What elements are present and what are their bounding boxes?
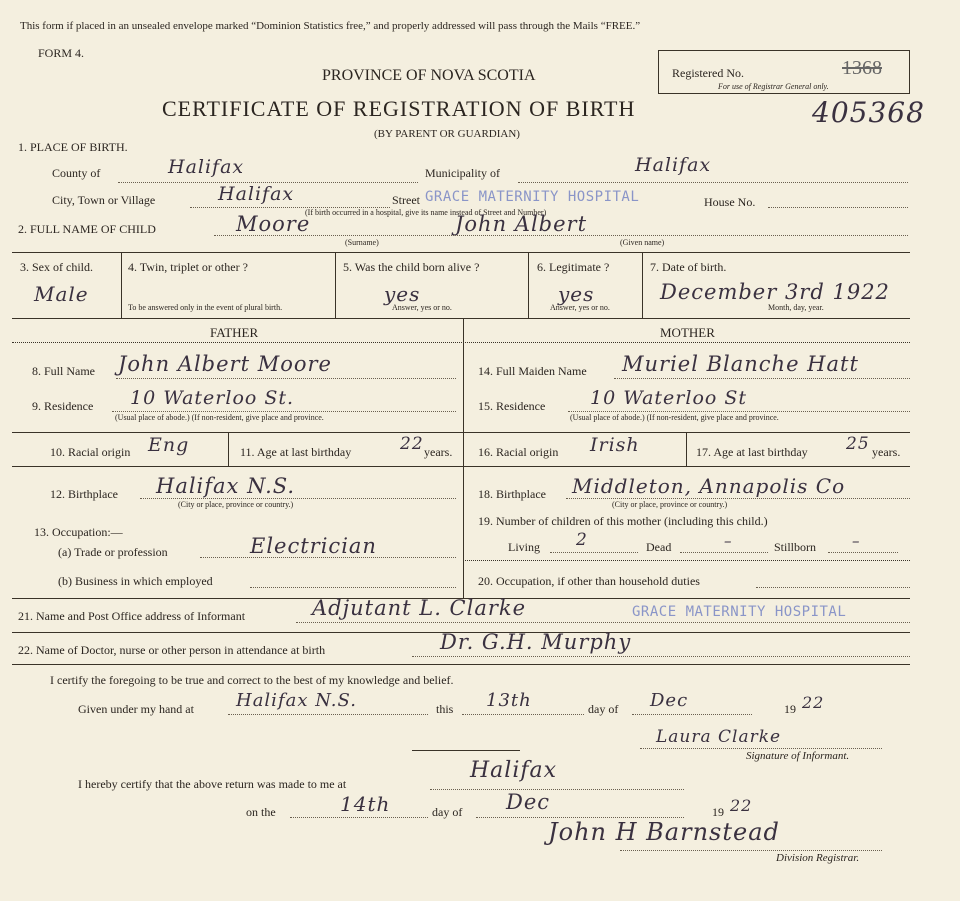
child-surname: Moore (236, 212, 311, 236)
father-residence-value: 10 Waterloo St. (130, 387, 295, 409)
living-value: 2 (576, 530, 588, 550)
father-birthplace-value: Halifax N.S. (156, 474, 296, 498)
given-year-value: 22 (802, 693, 825, 712)
living-line (550, 552, 638, 553)
given-day-of-label: day of (588, 702, 619, 716)
father-row10-divider (228, 432, 229, 466)
registrar-day-value: 14th (340, 792, 391, 816)
doctor-label: 22. Name of Doctor, nurse or other person in attendance at birth (18, 643, 326, 657)
place-of-birth-heading: 1. PLACE OF BIRTH. (18, 140, 128, 154)
mother-occupation-label: 20. Occupation, if other than household duties (478, 574, 700, 588)
business-label: (b) Business in which employed (58, 574, 213, 588)
occupation-label: 13. Occupation:— (34, 525, 123, 539)
informant-signature-caption: Signature of Informant. (746, 750, 850, 762)
mother-residence-line (568, 411, 910, 412)
given-place-line (228, 714, 428, 715)
registrar-signature: John H Barnstead (548, 818, 780, 846)
trade-value: Electrician (250, 534, 377, 558)
street-label: Street (392, 193, 420, 207)
dead-label: Dead (646, 540, 672, 554)
row3-divider-2 (335, 252, 336, 318)
registrar-place-value: Halifax (470, 758, 558, 783)
row3-top-border (12, 252, 910, 253)
father-residence-line (112, 411, 456, 412)
municipality-label: Municipality of (425, 166, 500, 180)
doctor-bottom-border (12, 664, 910, 665)
mother-birthplace-line (566, 498, 910, 499)
registered-number: 1368 (842, 57, 882, 79)
county-label: County of (52, 166, 101, 180)
twin-note: To be answered only in the event of plural birth. (128, 303, 283, 312)
city-value: Halifax (218, 183, 295, 205)
dob-label: 7. Date of birth. (650, 260, 727, 274)
informant-label: 21. Name and Post Office address of Informant (18, 609, 246, 623)
mother-residence-note: (Usual place of abode.) (If non-resident, give place and province. (570, 413, 779, 422)
informant-line (296, 622, 910, 623)
municipality-line (518, 182, 908, 183)
given-day-line (462, 714, 584, 715)
mother-birthplace-label: 18. Birthplace (478, 487, 546, 501)
legit-label: 6. Legitimate ? (537, 260, 610, 274)
children-label: 19. Number of children of this mother (including this child.) (478, 514, 768, 528)
mother-row16-bottom (463, 466, 910, 467)
dead-value: – (724, 532, 733, 550)
stillborn-line (828, 552, 898, 553)
legit-note: Answer, yes or no. (550, 303, 610, 312)
business-line (250, 587, 456, 588)
mother-row16-divider (686, 432, 687, 466)
father-residence-label: 9. Residence (32, 399, 94, 413)
mother-name-label: 14. Full Maiden Name (478, 364, 587, 378)
registrar-year-value: 22 (730, 796, 753, 815)
doctor-line (412, 656, 910, 657)
given-day-value: 13th (486, 690, 532, 711)
hospital-stamp: GRACE MATERNITY HOSPITAL (425, 189, 640, 205)
certify-statement: I certify the foregoing to be true and correct to the best of my knowledge and belief. (50, 673, 454, 687)
father-racial-value: Eng (148, 434, 190, 456)
living-label: Living (508, 540, 540, 554)
surname-caption: (Surname) (345, 238, 379, 247)
registrar-year-prefix: 19 (712, 805, 724, 819)
given-month-value: Dec (650, 690, 689, 711)
given-month-line (632, 714, 752, 715)
stillborn-label: Stillborn (774, 540, 817, 554)
form-number: FORM 4. (38, 46, 85, 60)
sex-value: Male (34, 282, 89, 306)
father-age-label: 11. Age at last birthday (240, 445, 352, 459)
father-name-label: 8. Full Name (32, 364, 95, 378)
mother-name-line (614, 378, 910, 379)
registrar-note: For use of Registrar General only. (718, 82, 829, 91)
dead-line (680, 552, 768, 553)
father-birthplace-line (140, 498, 456, 499)
twin-label: 4. Twin, triplet or other ? (128, 260, 248, 274)
registrar-month-value: Dec (506, 790, 551, 814)
father-age-unit: years. (424, 445, 453, 459)
alive-label: 5. Was the child born alive ? (343, 260, 480, 274)
row3-divider-4 (642, 252, 643, 318)
dob-value: December 3rd 1922 (660, 280, 890, 304)
stillborn-value: – (852, 532, 861, 550)
registrar-statement: I hereby certify that the above return was made to me at (78, 777, 347, 791)
informant-signature: Laura Clarke (656, 727, 782, 747)
alive-value: yes (384, 282, 421, 306)
registrar-day-line (290, 817, 428, 818)
father-age-value: 22 (400, 434, 424, 454)
registrar-day-of-label: day of (432, 805, 463, 819)
child-name-label: 2. FULL NAME OF CHILD (18, 222, 156, 236)
row3-divider-1 (121, 252, 122, 318)
page-subtitle: (BY PARENT OR GUARDIAN) (374, 128, 520, 140)
parents-divider (463, 318, 464, 598)
registrar-signature-caption: Division Registrar. (776, 852, 860, 864)
alive-note: Answer, yes or no. (392, 303, 452, 312)
mother-name-value: Muriel Blanche Hatt (622, 352, 859, 376)
given-year-prefix: 19 (784, 702, 796, 716)
city-label: City, Town or Village (52, 193, 156, 207)
province-heading: PROVINCE OF NOVA SCOTIA (322, 67, 536, 84)
mother-residence-value: 10 Waterloo St (590, 387, 748, 409)
mother-racial-value: Irish (590, 434, 640, 456)
page-title: CERTIFICATE OF REGISTRATION OF BIRTH (162, 96, 636, 121)
given-under-label: Given under my hand at (78, 702, 194, 716)
mother-heading: MOTHER (660, 325, 715, 340)
mother-age-value: 25 (846, 434, 870, 454)
trade-line (200, 557, 456, 558)
informant-signature-line (640, 748, 882, 749)
given-place-value: Halifax N.S. (236, 690, 357, 711)
informant-value: Adjutant L. Clarke (312, 596, 527, 620)
street-note: (If birth occurred in a hospital, give its name instead of Street and Number) (305, 208, 547, 217)
mother-racial-label: 16. Racial origin (478, 445, 559, 459)
registrar-place-line (430, 789, 684, 790)
father-residence-note: (Usual place of abode.) (If non-resident, give place and province. (115, 413, 324, 422)
mother-occupation-top (463, 560, 910, 561)
father-name-line (116, 378, 456, 379)
child-given-name: John Albert (455, 212, 588, 236)
this-label: this (436, 702, 454, 716)
father-row10-top (12, 432, 463, 433)
house-line (768, 207, 908, 208)
municipality-value: Halifax (635, 154, 712, 176)
house-label: House No. (704, 195, 756, 209)
trade-label: (a) Trade or profession (58, 545, 168, 559)
given-caption: (Given name) (620, 238, 665, 247)
father-name-value: John Albert Moore (118, 352, 332, 376)
city-line (190, 207, 390, 208)
legit-value: yes (558, 282, 595, 306)
handwritten-number: 405368 (812, 96, 925, 129)
county-value: Halifax (168, 156, 245, 178)
mother-residence-label: 15. Residence (478, 399, 546, 413)
mother-age-unit: years. (872, 445, 901, 459)
mother-birthplace-value: Middleton, Annapolis Co (572, 474, 846, 498)
row3-bottom-border (12, 318, 910, 319)
parents-header-line (12, 342, 910, 343)
row3-divider-3 (528, 252, 529, 318)
postal-note: This form if placed in an unsealed envelope marked “Dominion Statistics free,” and properly addressed will pass through the Mails “FREE.” (20, 20, 641, 32)
sex-label: 3. Sex of child. (20, 260, 93, 274)
registrar-signature-line (620, 850, 882, 851)
father-racial-label: 10. Racial origin (50, 445, 131, 459)
registered-label: Registered No. (672, 66, 744, 80)
father-heading: FATHER (210, 325, 259, 340)
on-the-label: on the (246, 805, 276, 819)
father-row10-bottom (12, 466, 463, 467)
father-birthplace-note: (City or place, province or country.) (178, 500, 294, 509)
mother-birthplace-note: (City or place, province or country.) (612, 500, 728, 509)
dob-note: Month, day, year. (768, 303, 824, 312)
informant-stamp: GRACE MATERNITY HOSPITAL (632, 604, 847, 620)
doctor-value: Dr. G.H. Murphy (440, 630, 632, 654)
mother-occupation-line (756, 587, 910, 588)
section-separator (412, 750, 520, 751)
child-name-line (214, 235, 908, 236)
father-birthplace-label: 12. Birthplace (50, 487, 118, 501)
mother-age-label: 17. Age at last birthday (696, 445, 808, 459)
